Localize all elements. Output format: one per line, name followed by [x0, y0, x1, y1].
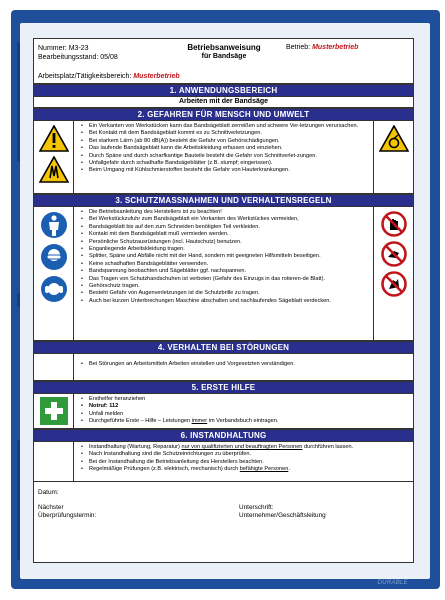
section-5-icons — [34, 394, 74, 428]
section-5-heading: 5. ERSTE HILFE — [34, 381, 413, 394]
header-title-block — [174, 43, 274, 61]
list-item: • Instandhaltung (Wartung, Reparatur) nur von qualifizierten und beauftragten Personen durchführen lassen. — [89, 444, 410, 451]
section-2-body — [34, 121, 413, 194]
eye-protection-icon — [40, 243, 68, 271]
warning-entanglement-icon — [379, 125, 409, 152]
list-item: • Nach Instandhaltung sind die Schutzeinrichtungen zu überprüfen. — [89, 451, 410, 458]
section-1-scope: Arbeiten mit der Bandsäge — [34, 97, 413, 108]
section-1-heading: 1. ANWENDUNGSBEREICH — [34, 84, 413, 97]
first-aid-icon — [40, 397, 68, 425]
list-item: • Keine schadhaften Bandsägeblätter verwenden. — [89, 261, 370, 268]
warning-saw-blade-icon — [39, 156, 69, 183]
sheet-header — [34, 39, 413, 84]
list-item: • Durchgeführte Erste – Hilfe – Leistungen immer im Verbandsbuch eintragen. — [89, 418, 410, 425]
emergency-number: • Notruf: 112 — [89, 403, 410, 410]
section-2-icons-right — [373, 121, 413, 193]
frame-brand: DURABLE — [377, 580, 408, 586]
list-item: • Kontakt mit dem Bandsägeblatt muß vermieden werden. — [89, 231, 370, 238]
section-3-body — [34, 207, 413, 341]
next-review-label: Nächster — [38, 504, 64, 511]
workplace-field — [38, 73, 180, 80]
list-item: • Bei Kontakt mit dem Bandsägeblatt kommt es zu Schnittverletzungen. — [89, 130, 370, 137]
revision-status: Bearbeitungsstand: 05/08 — [38, 54, 118, 61]
workplace-value: Musterbetrieb — [133, 73, 180, 80]
list-item: • Ein Verkanten von Werkstücken kann das Bandsägeblatt zerreißen und schwere Ver-letzungen verursachen. — [89, 123, 370, 130]
company-label: Betrieb: — [286, 44, 311, 51]
protective-measures-list — [77, 209, 370, 305]
date-label: Datum: — [38, 489, 59, 496]
section-5-body — [34, 394, 413, 429]
header-left — [38, 44, 118, 62]
no-reaching-in-icon — [381, 241, 407, 267]
malfunction-list — [77, 361, 410, 368]
list-item: • Bei Störungen an Arbeitsmitteln Arbeiten einstellen und Vorgesetzten verständigen. — [89, 361, 410, 368]
protective-clothing-icon — [40, 211, 68, 239]
review-date-label: Überprüfungstermin: — [38, 512, 97, 519]
hearing-protection-icon — [40, 275, 68, 303]
list-item: • Auch bei kurzen Unterbrechungen Maschine abschalten und nachlaufendes Sägeblatt verdecken. — [89, 298, 370, 305]
list-item: • Bei der Instandhaltung die Betriebsanleitung des Herstellers beachten. — [89, 459, 410, 466]
list-item: • Splitter, Späne und Abfälle nicht mit der Hand, sondern mit geeigneten Hilfsmitteln beseitigen. — [89, 253, 370, 260]
company-field — [286, 44, 358, 51]
section-6-icon-placeholder — [34, 442, 74, 481]
section-4-icon-placeholder — [34, 354, 74, 380]
signature-label: Unterschrift: — [239, 504, 274, 511]
list-item: • Regelmäßige Prüfungen (z.B. elektrisch, mechanisch) durch befähigte Personen. — [89, 466, 410, 473]
section-3-text — [74, 207, 373, 340]
list-item: • Bei Werkstückzufuhr zum Bandsägeblatt ein Verkanten des Werkstückes vermeiden, — [89, 216, 370, 223]
list-item: • Persönliche Schutzausrüstungen (incl. Hautschutz) benutzen. — [89, 239, 370, 246]
list-item: • Besteht Gefahr von Augenverletzungen ist die Schutzbrille zu tragen. — [89, 290, 370, 297]
list-item: • Bei starkem Lärm (ab 80 dB(A)) besteht die Gefahr von Gehörschädigungen. — [89, 138, 370, 145]
warning-general-icon — [39, 125, 69, 152]
page-subtitle: für Bandsäge — [201, 53, 247, 60]
list-item: • Unfallgefahr durch schadhafte Bandsägeblätter (z.B. stumpf; eingerissen). — [89, 160, 370, 167]
section-6-text — [74, 442, 413, 481]
management-label: Unternehmer/Geschäftsleitung — [239, 512, 326, 519]
workplace-label: Arbeitsplatz/Tätigkeitsbereich: — [38, 73, 132, 80]
no-gloves-icon — [381, 211, 407, 237]
list-item: • Enganliegende Arbeitskleidung tragen. — [89, 246, 370, 253]
list-item: • Bandsägeblatt bis auf den zum Schneiden benötigten Teil verkleiden. — [89, 224, 370, 231]
section-2-text — [74, 121, 373, 193]
list-item: • Ersthelfer heranziehen — [89, 396, 410, 403]
section-4-text — [74, 354, 413, 380]
section-6-body — [34, 442, 413, 482]
list-item: • Gehörschutz tragen. — [89, 283, 370, 290]
section-3-icons-left — [34, 207, 74, 340]
list-item: • Unfall melden — [89, 411, 410, 418]
section-3-heading: 3. SCHUTZMASSNAHMEN UND VERHALTENSREGELN — [34, 194, 413, 207]
section-5-text — [74, 394, 413, 428]
section-3-icons-right — [373, 207, 413, 340]
list-item: • Bandspannung beobachten und Sägeblätter ggf. nachspannen. — [89, 268, 370, 275]
list-item: • Die Betriebsanleitung des Herstellers ist zu beachten! — [89, 209, 370, 216]
signature-footer — [34, 482, 413, 560]
list-item: • Das laufende Bandsägeblatt kann die Arbeitskleidung erfassen und einziehen. — [89, 145, 370, 152]
company-value: Musterbetrieb — [312, 44, 359, 51]
list-item: • Durch Späne und durch scharfkantige Bauteile besteht die Gefahr von Schnittverlet-zungen. — [89, 153, 370, 160]
list-item: • Beim Umgang mit Kühlschmierstoffen besteht die Gefahr von Hauterkrankungen. — [89, 167, 370, 174]
section-6-heading: 6. INSTANDHALTUNG — [34, 429, 413, 442]
section-4-heading: 4. VERHALTEN BEI STÖRUNGEN — [34, 341, 413, 354]
operating-instruction-sheet — [33, 38, 414, 563]
no-hand-removal-icon — [381, 271, 407, 297]
section-2-heading: 2. GEFAHREN FÜR MENSCH UND UMWELT — [34, 108, 413, 121]
list-item: • Das Tragen von Schutzhandschuhen ist verboten (Gefahr des Einzugs in das rotieren-de Blatt). — [89, 276, 370, 283]
maintenance-list — [77, 444, 410, 474]
first-aid-list — [77, 396, 410, 426]
doc-number: Nummer: M3-23 — [38, 45, 89, 52]
page-title: Betriebsanweisung — [187, 43, 261, 52]
section-4-body — [34, 354, 413, 381]
section-2-icons-left — [34, 121, 74, 193]
hazard-list — [77, 123, 370, 175]
